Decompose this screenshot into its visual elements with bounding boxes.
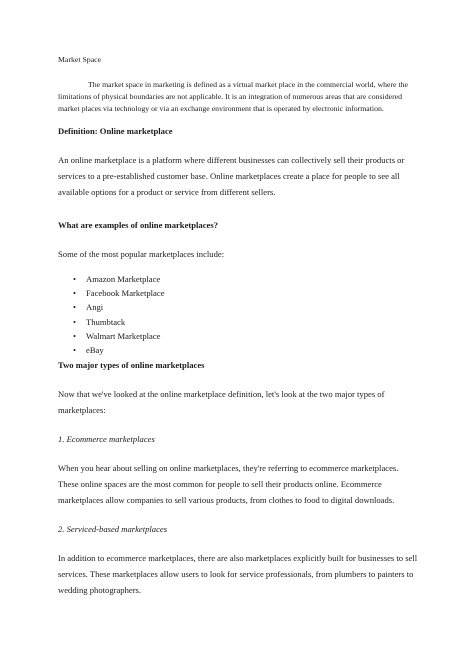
bullet-icon: • [73,345,77,356]
list-item-text: Thumbtack [86,316,126,327]
type1-paragraph: When you hear about selling on online marketplaces, they're referring to ecommerce marketplaces. These online spaces are the most common for people to sell their products online. Ecommerce marketplaces allow companies to sell various products, from clothes to food to digital downloads. [58,463,399,506]
examples-intro: Some of the most popular marketplaces include: [58,249,225,259]
types-intro: Now that we've looked at the online marketplace definition, let's look at the two major types of marketplaces: [58,389,385,416]
definition-paragraph: An online marketplace is a platform where different businesses can collectively sell their products or services to a pre-established customer base. Online marketplaces create a place for people to see all available options for a product or service from different sellers. [58,155,405,197]
list-item-text: Angi [86,302,104,313]
type2-heading: 2. Serviced-based marketplaces [58,524,168,535]
type1-heading: 1. Ecommerce marketplaces [58,434,155,445]
list-item-text: Facebook Marketplace [86,288,165,299]
list-item [58,300,420,314]
list-item-text: eBay [86,345,104,356]
list-item [58,272,420,286]
bullet-icon: • [73,330,77,341]
types-heading: Two major types of online marketplaces [58,360,205,371]
type2-paragraph: In addition to ecommerce marketplaces, there are also marketplaces explicitly built for businesses to sell services. These marketplaces allow users to look for service professionals, from plumbers to painters to wedding photographers. [58,553,418,596]
definition-heading: Definition: Online marketplace [58,126,173,136]
list-item [58,343,420,357]
bullet-icon: • [73,274,77,284]
list-item [58,286,420,300]
examples-list [58,272,420,357]
list-item [58,315,420,329]
bullet-icon: • [73,302,77,313]
list-item-text: Walmart Marketplace [86,330,161,341]
intro-paragraph: The market space in marketing is defined as a virtual market place in the commercial world, where the limitations of physical boundaries are not applicable. It is an integration of numerous areas that are considered market places via technology or via an exchange environment that is operated by electronic information. [58,80,408,113]
list-item-text: Amazon Marketplace [86,274,161,284]
bullet-icon: • [73,316,77,327]
list-item [58,329,420,343]
bullet-icon: • [73,288,77,299]
document-page [58,54,420,598]
examples-heading: What are examples of online marketplaces? [58,220,218,230]
document-title: Market Space [58,55,102,64]
